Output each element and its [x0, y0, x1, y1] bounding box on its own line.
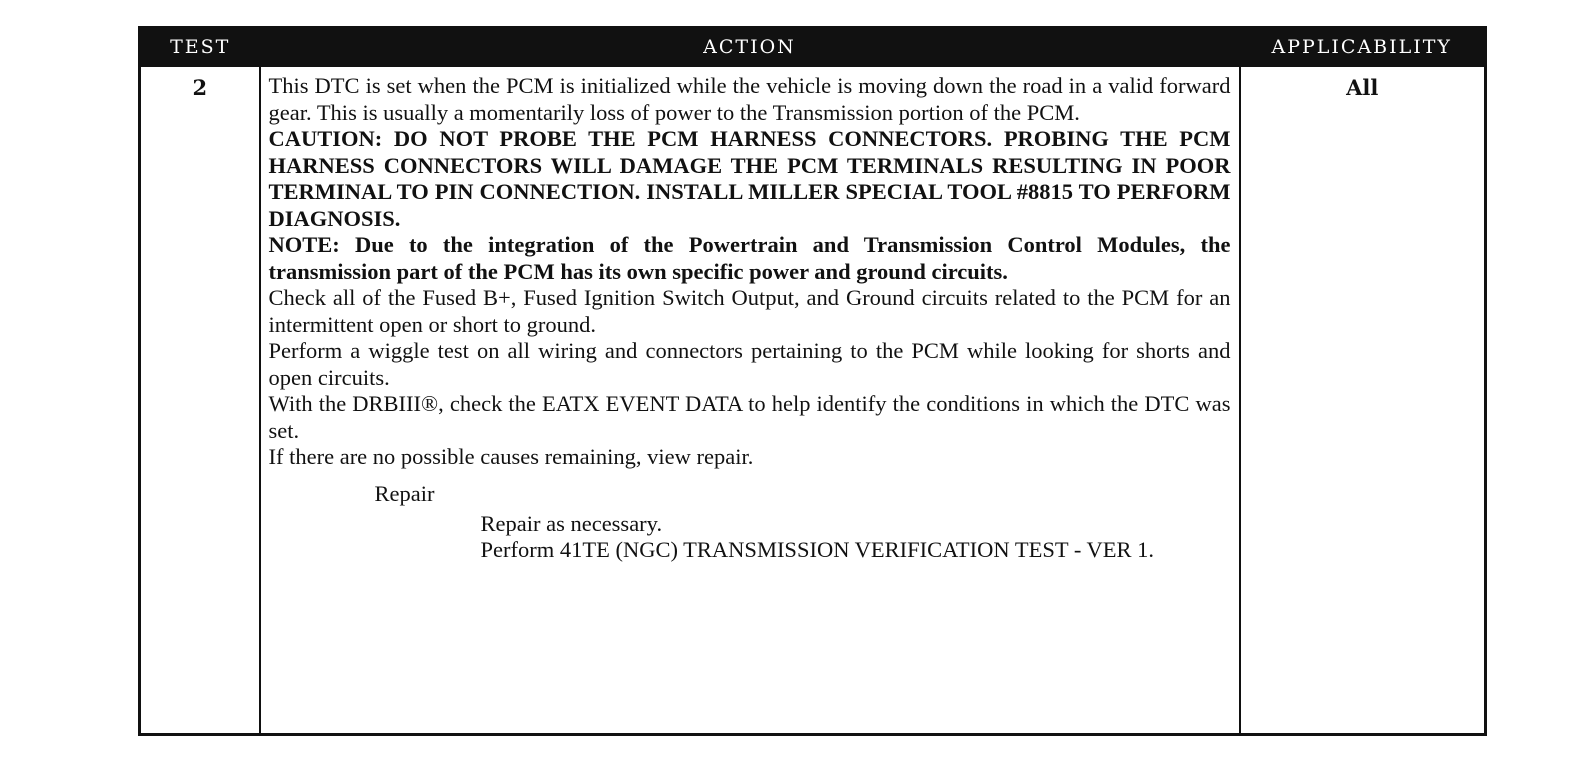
repair-step-2: Perform 41TE (NGC) TRANSMISSION VERIFICATION TEST - VER 1. [480, 537, 1155, 562]
applicability-value: All [1346, 75, 1379, 100]
applicability-cell [1240, 66, 1486, 735]
table-header-row [140, 28, 1486, 67]
caution-text: CAUTION: DO NOT PROBE THE PCM HARNESS CONNECTORS. PROBING THE PCM HARNESS CONNECTORS WILL DAMAGE THE PCM TERMINALS RESULTING IN POOR TERMINAL TO PIN CONNECTION. INSTALL MILLER SPECIAL TOOL #8815 TO PERFORM DIAGNOSIS. [268, 126, 1231, 231]
header-test: TEST [140, 28, 260, 67]
test-number: 2 [192, 75, 208, 100]
action-intro: This DTC is set when the PCM is initialized while the vehicle is moving down the road in a valid forward gear. This is usually a momentarily loss of power to the Transmission portion of the PCM. [268, 73, 1231, 125]
check-circuits-text: Check all of the Fused B+, Fused Ignition Switch Output, and Ground circuits related to the PCM for an intermittent open or short to ground. [268, 285, 1231, 337]
repair-step-1: Repair as necessary. [480, 510, 663, 536]
diagnostic-test-table [138, 26, 1487, 736]
no-causes-text: If there are no possible causes remaining, view repair. [268, 444, 754, 469]
wiggle-test-text: Perform a wiggle test on all wiring and connectors pertaining to the PCM while looking for shorts and open circuits. [268, 338, 1231, 390]
action-cell [260, 66, 1240, 735]
test-cell [140, 66, 260, 735]
repair-block [269, 481, 1231, 564]
repair-steps [481, 511, 1231, 564]
action-body [261, 67, 1239, 570]
event-data-text: With the DRBIII®, check the EATX EVENT DATA to help identify the conditions in which the DTC was set. [268, 391, 1231, 443]
table-row [140, 66, 1486, 735]
header-action: ACTION [260, 28, 1240, 67]
header-applicability: APPLICABILITY [1240, 28, 1486, 67]
note-text: NOTE: Due to the integration of the Powertrain and Transmission Control Modules, the transmission part of the PCM has its own specific power and ground circuits. [268, 232, 1231, 284]
repair-label: Repair [374, 480, 435, 506]
